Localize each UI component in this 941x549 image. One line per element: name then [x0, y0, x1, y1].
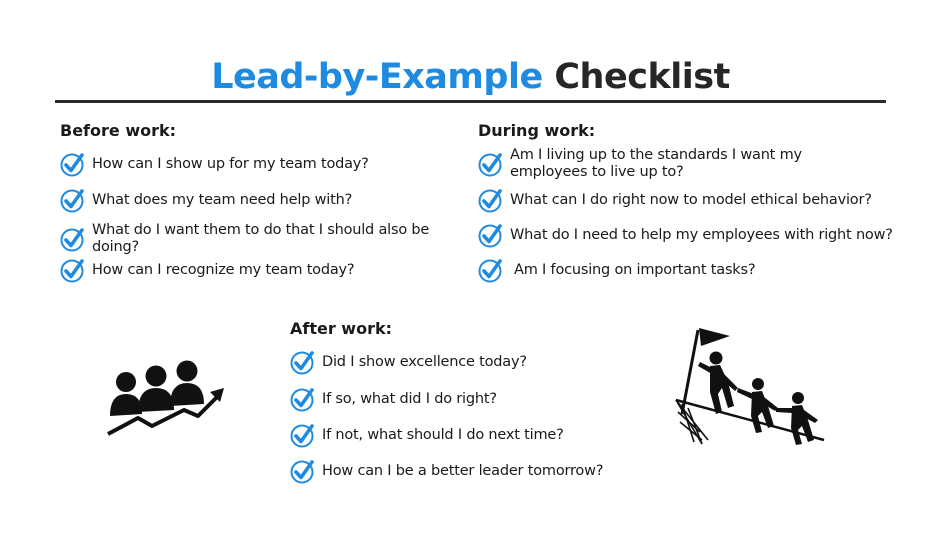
checklist-item [290, 349, 527, 375]
checkmark-circle-icon [290, 422, 316, 448]
checkmark-circle-icon [60, 151, 86, 177]
during-work-section [478, 121, 918, 291]
checklist-text: What do I want them to do that I should also be doing? [92, 222, 430, 255]
checkmark-circle-icon [60, 187, 86, 213]
checklist-text: Did I show excellence today? [322, 353, 527, 370]
page-title [0, 56, 941, 98]
checklist-item [478, 147, 808, 181]
checklist-text: If so, what did I do right? [322, 390, 497, 407]
checkmark-circle-icon [60, 257, 86, 283]
checklist-item [478, 187, 872, 213]
title-divider [55, 100, 886, 103]
checkmark-circle-icon [290, 349, 316, 375]
checkmark-circle-icon [60, 226, 86, 252]
checklist-item [478, 257, 755, 283]
checkmark-circle-icon [478, 151, 504, 177]
section-heading: During work: [478, 121, 596, 140]
checklist-text: How can I show up for my team today? [92, 155, 369, 172]
title-main: Checklist [554, 57, 730, 97]
checklist-text: What can I do right now to model ethical behavior? [510, 191, 872, 208]
checklist-text: What do I need to help my employees with right now? [510, 226, 893, 243]
checklist-item [60, 257, 354, 283]
checklist-item [290, 386, 497, 412]
checklist-item [478, 222, 893, 248]
title-highlight: Lead-by-Example [211, 57, 543, 97]
checklist-text: What does my team need help with? [92, 191, 353, 208]
checkmark-circle-icon [290, 458, 316, 484]
checklist-text: Am I living up to the standards I want my employees to live up to? [510, 147, 802, 180]
after-work-section [290, 319, 650, 499]
checklist-item [60, 151, 369, 177]
checklist-item [290, 422, 564, 448]
checklist-text: How can I be a better leader tomorrow? [322, 462, 604, 479]
checklist-item [290, 458, 603, 484]
team-growth-arrow-icon [104, 358, 228, 438]
checkmark-circle-icon [478, 257, 504, 283]
checklist-text: How can I recognize my team today? [92, 261, 355, 278]
section-heading: After work: [290, 319, 393, 338]
checklist-item [60, 222, 480, 256]
checkmark-circle-icon [478, 222, 504, 248]
checklist-text: If not, what should I do next time? [322, 426, 564, 443]
checklist-item [60, 187, 352, 213]
team-climbing-flag-icon [672, 322, 832, 448]
before-work-section [60, 121, 480, 291]
checkmark-circle-icon [290, 386, 316, 412]
checkmark-circle-icon [478, 187, 504, 213]
checklist-text: Am I focusing on important tasks? [514, 261, 756, 278]
section-heading: Before work: [60, 121, 177, 140]
